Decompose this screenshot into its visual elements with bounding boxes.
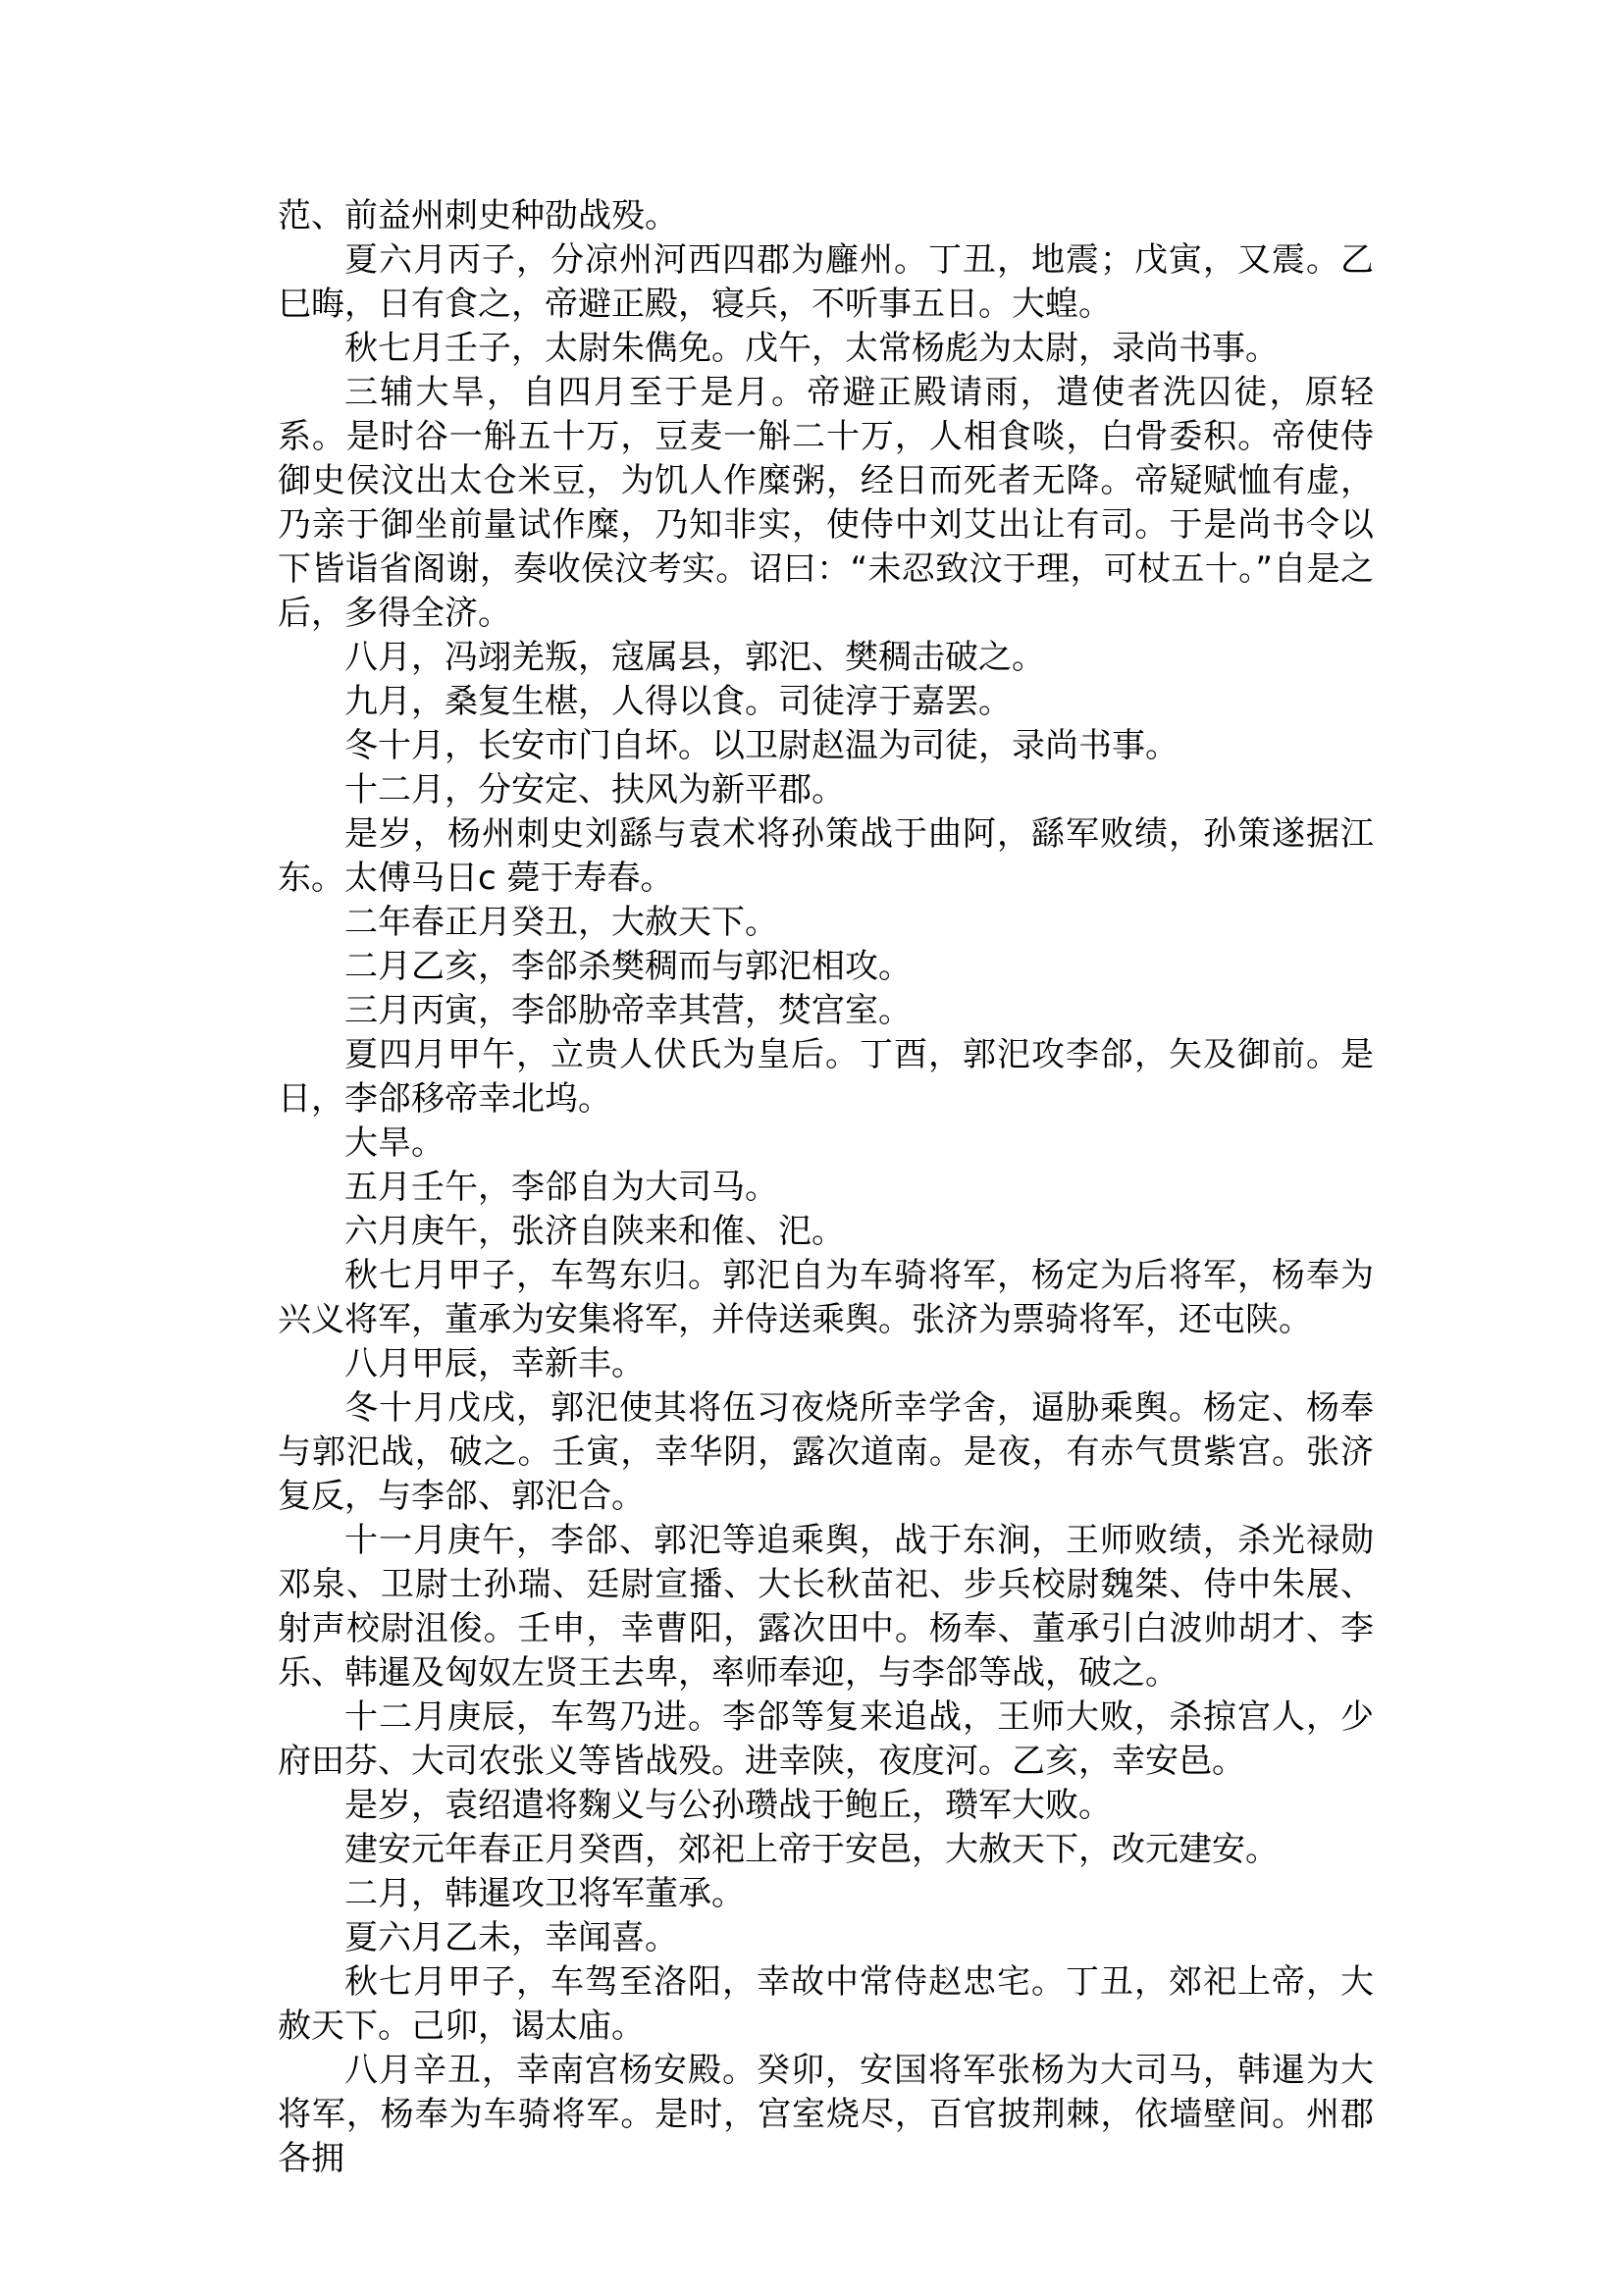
paragraph: 十二月庚辰，车驾乃进。李郃等复来追战，王师大败，杀掠宫人，少府田芬、大司农张义等皆战殁。进幸陕，夜度河。乙亥，幸安邑。 (278, 1697, 1374, 1781)
paragraph: 六月庚午，张济自陕来和傕、汜。 (344, 1212, 845, 1251)
paragraph: 三辅大旱，自四月至于是月。帝避正殿请雨，遣使者洗囚徒，原轻系。是时谷一斛五十万，豆麦一斛二十万，人相食啖，白骨委积。帝使侍御史侯汶出太仓米豆，为饥人作糜粥，经日而死者无降。帝疑赋恤有虚，乃亲于御坐前量试作糜，乃知非实，使侍中刘艾出让有司。于是尚书令以下皆诣省阁谢，奏收侯汶考实。诏曰：“未忍致汶于理，可杖五十。”自是之后，多得全济。 (278, 373, 1374, 633)
paragraph: 秋七月壬子，太尉朱儁免。戊午，太常杨彪为太尉，录尚书事。 (344, 329, 1279, 368)
paragraph: 秋七月甲子，车驾至洛阳，幸故中常侍赵忠宅。丁丑，郊祀上帝，大赦天下。己卯，谒太庙。 (278, 1962, 1374, 2046)
paragraph: 夏六月丙子，分凉州河西四郡为廱州。丁丑，地震；戊寅，又震。乙巳晦，日有食之，帝避正殿，寝兵，不听事五日。大蝗。 (278, 240, 1374, 324)
paragraph: 十二月，分安定、扶风为新平郡。 (344, 770, 845, 809)
paragraph: 八月辛丑，幸南宫杨安殿。癸卯，安国将军张杨为大司马，韩暹为大将军，杨奉为车骑将军。是时，宫室烧尽，百官披荆棘，依墙壁间。州郡各拥 (278, 2051, 1374, 2178)
paragraph: 八月甲辰，幸新丰。 (344, 1344, 645, 1383)
paragraph: 二月乙亥，李郃杀樊稠而与郭汜相攻。 (344, 947, 912, 986)
paragraph: 是岁，袁绍遣将麴义与公孙瓒战于鲍丘，瓒军大败。 (344, 1786, 1112, 1825)
paragraph: 夏六月乙未，幸闻喜。 (344, 1918, 678, 1957)
paragraph: 冬十月，长安市门自坏。以卫尉赵温为司徒，录尚书事。 (344, 726, 1179, 765)
text-body (278, 194, 1374, 2181)
paragraph: 九月，桑复生椹，人得以食。司徒淳于嘉罢。 (344, 682, 1012, 721)
paragraph: 八月，冯翊羌叛，寇属县，郭汜、樊稠击破之。 (344, 638, 1045, 677)
paragraph: 二月，韩暹攻卫将军董承。 (344, 1874, 745, 1913)
paragraph: 秋七月甲子，车驾东归。郭汜自为车骑将军，杨定为后将军，杨奉为兴义将军，董承为安集将军，并侍送乘舆。张济为票骑将军，还屯陕。 (278, 1256, 1374, 1339)
paragraph: 冬十月戊戌，郭汜使其将伍习夜烧所幸学舍，逼胁乘舆。杨定、杨奉与郭汜战，破之。壬寅，幸华阴，露次道南。是夜，有赤气贯紫宫。张济复反，与李郃、郭汜合。 (278, 1388, 1374, 1516)
paragraph: 范、前益州刺史种劭战殁。 (278, 196, 678, 235)
paragraph: 三月丙寅，李郃胁帝幸其营，焚宫室。 (344, 991, 912, 1030)
paragraph: 五月壬午，李郃自为大司马。 (344, 1168, 778, 1207)
paragraph: 大旱。 (344, 1123, 445, 1163)
paragraph: 夏四月甲午，立贵人伏氏为皇后。丁酉，郭汜攻李郃，矢及御前。是日，李郃移帝幸北坞。 (278, 1035, 1374, 1119)
paragraph: 建安元年春正月癸酉，郊祀上帝于安邑，大赦天下，改元建安。 (344, 1830, 1279, 1869)
paragraph: 十一月庚午，李郃、郭汜等追乘舆，战于东涧，王师败绩，杀光禄勋邓泉、卫尉士孙瑞、廷尉宣播、大长秋苗祀、步兵校尉魏桀、侍中朱展、射声校尉沮俊。壬申，幸曹阳，露次田中。杨奉、董承引白波帅胡才、李乐、韩暹及匈奴左贤王去卑，率师奉迎，与李郃等战，破之。 (278, 1521, 1374, 1693)
paragraph: 是岁，杨州刺史刘繇与袁术将孙策战于曲阿，繇军败绩，孙策遂据江东。太傅马日c 薨于寿春。 (278, 814, 1374, 898)
paragraph: 二年春正月癸丑，大赦天下。 (344, 903, 778, 942)
